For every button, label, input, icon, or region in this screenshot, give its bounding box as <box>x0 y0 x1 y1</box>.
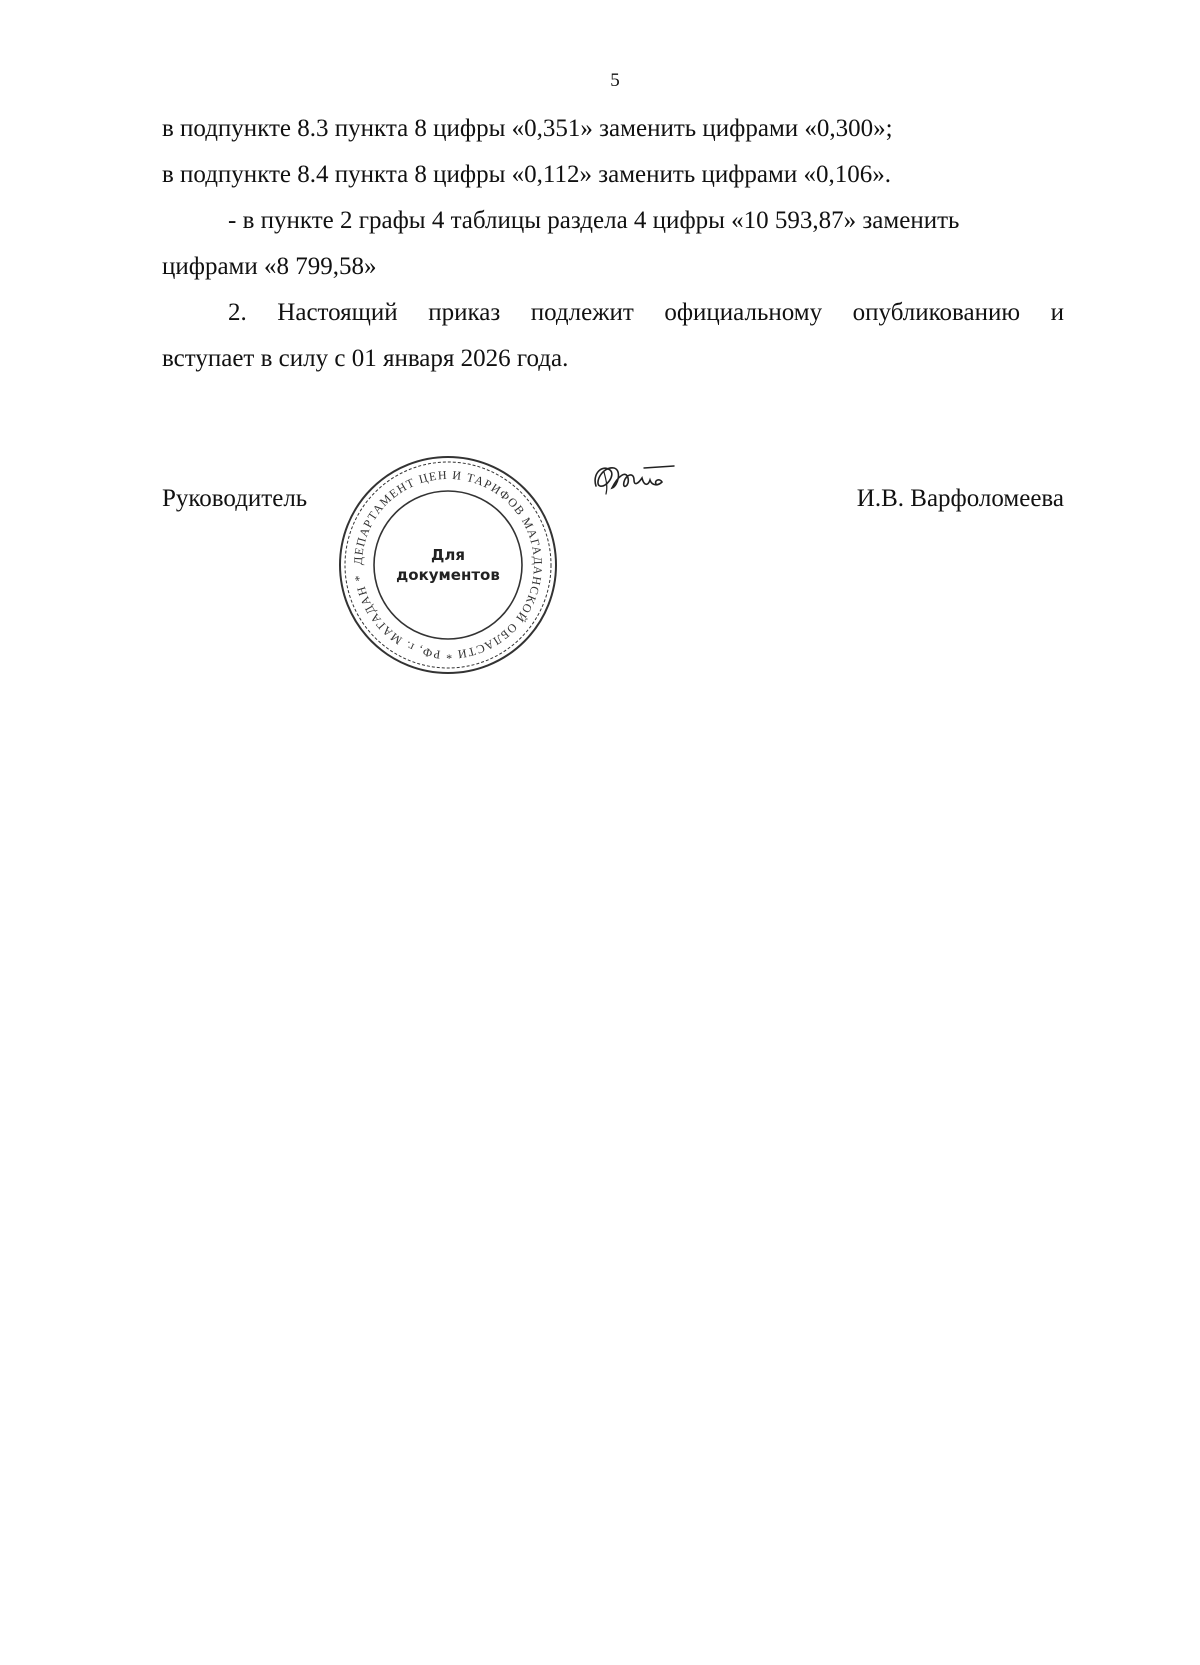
paragraph-publication <box>228 298 1064 328</box>
page-number: 5 <box>610 70 620 91</box>
stamp-center-line: документов <box>396 566 500 584</box>
paragraph-word: Настоящий <box>277 299 398 326</box>
stamp-ring-text: ДЕПАРТАМЕНТ ЦЕН И ТАРИФОВ МАГАДАНСКОЙ ОБЛАСТИ * РФ, г. МАГАДАН * <box>350 467 546 663</box>
handwritten-signature-icon <box>588 456 678 506</box>
paragraph-word: подлежит <box>530 299 634 326</box>
paragraph-word: и <box>1050 299 1064 326</box>
paragraph-line-8-4: в подпункте 8.4 пункта 8 цифры «0,112» заменить цифрами «0,106». <box>162 161 891 188</box>
paragraph-word: опубликованию <box>852 299 1021 326</box>
paragraph-line-table: - в пункте 2 графы 4 таблицы раздела 4 цифры «10 593,87» заменить <box>228 207 960 234</box>
signer-position: Руководитель <box>162 485 308 512</box>
paragraph-line-table-cont: цифрами «8 799,58» <box>162 253 377 280</box>
paragraph-word: официальному <box>664 299 823 326</box>
signer-name: И.В. Варфоломеева <box>856 485 1064 512</box>
paragraph-line-8-3: в подпункте 8.3 пункта 8 цифры «0,351» заменить цифрами «0,300»; <box>162 115 893 142</box>
stamp-center-text <box>333 450 563 680</box>
paragraph-word: приказ <box>428 299 501 326</box>
stamp-center-line: Для <box>431 546 465 564</box>
paragraph-word: 2. <box>228 299 247 326</box>
official-stamp <box>333 450 563 680</box>
paragraph-effective-date: вступает в силу с 01 января 2026 года. <box>162 345 569 372</box>
